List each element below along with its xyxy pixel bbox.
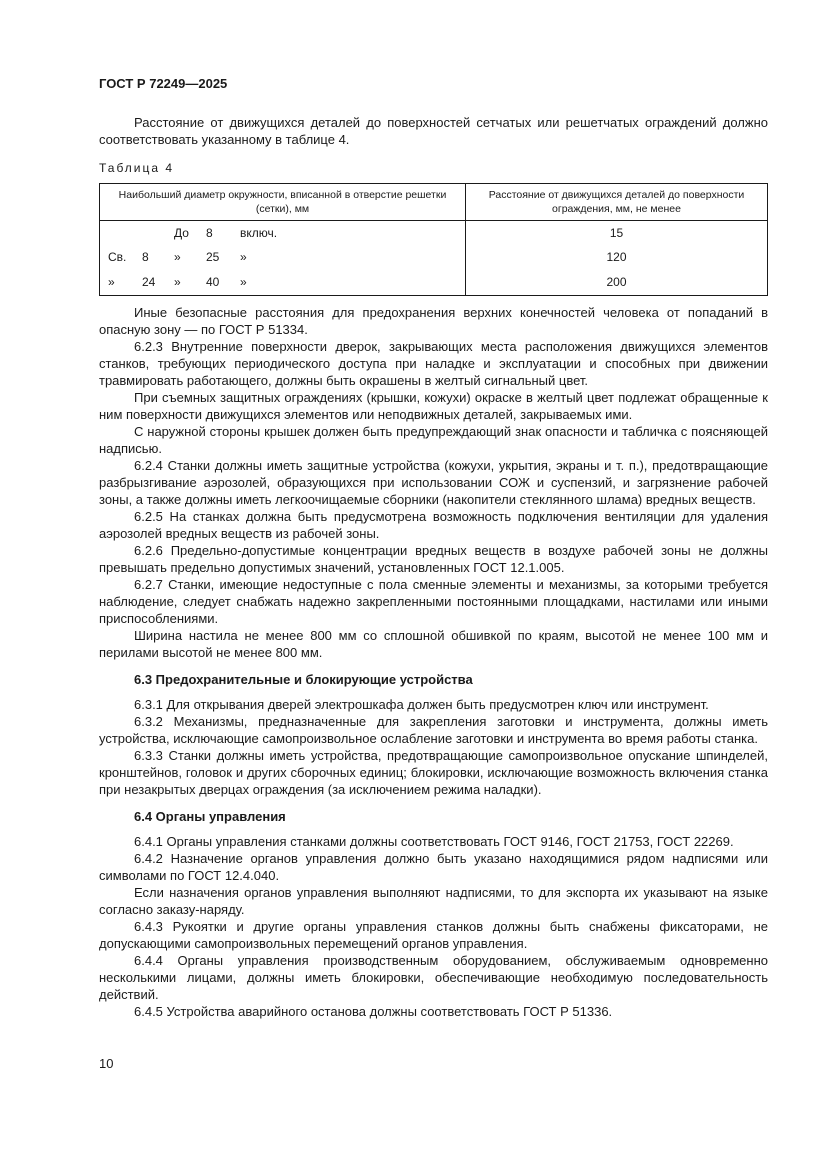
paragraph: 6.4.2 Назначение органов управления должно быть указано находящимися рядом надписями или символами по ГОСТ 12.4.040. (99, 850, 768, 883)
range-to-word: » (174, 250, 181, 265)
range-to-word: » (174, 274, 181, 289)
document-header: ГОСТ Р 72249—2025 (99, 76, 228, 91)
range-to: 25 (206, 250, 220, 265)
paragraph: 6.2.7 Станки, имеющие недоступные с пола сменные элементы и механизмы, за которыми требуется наблюдение, следует снабжать надежно закрепленными постоянными площадками, настилами или иными приспособлениями. (99, 576, 768, 626)
paragraph: 6.4.1 Органы управления станками должны соответствовать ГОСТ 9146, ГОСТ 21753, ГОСТ 22269. (134, 833, 734, 849)
paragraph: 6.4.4 Органы управления производственным оборудованием, обслуживаемым одновременно несколькими лицами, должны иметь блокировки, обеспечивающие необходимую последовательность действий. (99, 952, 768, 1002)
intro-paragraph: Расстояние от движущихся деталей до поверхностей сетчатых или решетчатых ограждений должно соответствовать указанному в таблице 4. (99, 115, 768, 147)
paragraph: Если назначения органов управления выполняют надписями, то для экспорта их указывают на языке согласно заказу-наряду. (99, 884, 768, 917)
table-header-distance: Расстояние от движущихся деталей до поверхности ограждения, мм, не менее (466, 184, 768, 221)
table-row (100, 270, 768, 295)
range-suffix: » (240, 250, 247, 265)
paragraph: 6.3.3 Станки должны иметь устройства, предотвращающие самопроизвольное опускание шпинделей, кронштейнов, головок и других сборочных единиц; блокировки, исключающие возможность включения станка при незакрытых дверцах ограждения (за исключением режима наладки). (99, 747, 768, 797)
paragraph: При съемных защитных ограждениях (крышки, кожухи) окраске в желтый цвет подлежат обращенные к ним поверхности движущихся элементов или неподвижных деталей, закрываемых ими. (99, 389, 768, 422)
range-prefix: Св. (108, 250, 127, 265)
paragraph: 6.4.3 Рукоятки и другие органы управления станков должны быть снабжены фиксаторами, не допускающими самопроизвольных перемещений органов управления. (99, 918, 768, 951)
paragraph: 6.3.2 Механизмы, предназначенные для закрепления заготовки и инструмента, должны иметь устройства, исключающие самопроизвольное ослабление заготовки и инструмента во время работы станка. (99, 713, 768, 746)
range-suffix: » (240, 274, 247, 289)
distance-table (99, 183, 768, 296)
table-caption: Таблица 4 (99, 161, 175, 175)
section-heading-6-4: 6.4 Органы управления (134, 808, 286, 824)
distance-cell: 200 (606, 274, 627, 289)
diameter-cell (100, 221, 466, 246)
section-heading-6-3: 6.3 Предохранительные и блокирующие устройства (134, 671, 473, 687)
range-prefix: » (108, 274, 115, 289)
table-row (100, 221, 768, 246)
table-header-row (100, 184, 768, 221)
paragraph: Иные безопасные расстояния для предохранения верхних конечностей человека от попаданий в опасную зону — по ГОСТ Р 51334. (99, 304, 768, 337)
range-to-word: До (174, 225, 189, 240)
paragraph: 6.3.1 Для открывания дверей электрошкафа должен быть предусмотрен ключ или инструмент. (134, 696, 709, 712)
section-6-2-continued (99, 304, 768, 661)
paragraph: С наружной стороны крышек должен быть предупреждающий знак опасности и табличка с поясняющей надписью. (99, 423, 768, 456)
range-from: 24 (142, 274, 156, 289)
page-number: 10 (99, 1056, 114, 1071)
distance-cell: 120 (606, 250, 627, 265)
paragraph: 6.4.5 Устройства аварийного останова должны соответствовать ГОСТ Р 51336. (134, 1003, 613, 1019)
table-row (100, 246, 768, 271)
table-header-diameter: Наибольший диаметр окружности, вписанной в отверстие решетки (сетки), мм (100, 184, 466, 221)
range-from: 8 (142, 250, 149, 265)
distance-cell: 15 (609, 225, 624, 240)
page-content (99, 114, 768, 1020)
diameter-cell (100, 246, 466, 271)
paragraph: 6.2.3 Внутренние поверхности дверок, закрывающих места расположения движущихся элементов станков, требующих периодического доступа при наладке и эксплуатации и способных при движении травмировать работающего, должны быть окрашены в желтый сигнальный цвет. (99, 338, 768, 388)
range-suffix: включ. (240, 225, 278, 240)
diameter-cell (100, 270, 466, 295)
range-to: 40 (206, 274, 220, 289)
paragraph: 6.2.6 Предельно-допустимые концентрации вредных веществ в воздухе рабочей зоны не должны превышать предельно допустимых значений, установленных ГОСТ 12.1.005. (99, 542, 768, 575)
paragraph: Ширина настила не менее 800 мм со сплошной обшивкой по краям, высотой не менее 100 мм и перилами высотой не менее 800 мм. (99, 627, 768, 660)
paragraph: 6.2.4 Станки должны иметь защитные устройства (кожухи, укрытия, экраны и т. п.), предотвращающие разбрызгивание аэрозолей, образующихся при использовании СОЖ и суспензий, и загрязнение рабочей зоны, а также должны иметь легкоочищаемые сборники (накопители стеклянного шлама) вредных веществ. (99, 457, 768, 507)
range-to: 8 (206, 225, 213, 240)
paragraph: 6.2.5 На станках должна быть предусмотрена возможность подключения вентиляции для удаления аэрозолей вредных веществ из рабочей зоны. (99, 508, 768, 541)
